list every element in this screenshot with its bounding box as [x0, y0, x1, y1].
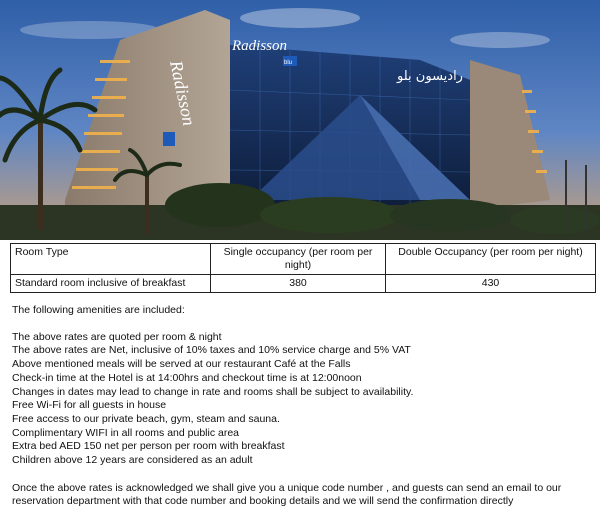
table-row [11, 275, 596, 293]
amenity-item: Extra bed AED 150 net per person per room with breakfast [12, 440, 285, 453]
room-type-cell: Standard room inclusive of breakfast [11, 275, 211, 293]
amenity-item: Complimentary WIFI in all rooms and public area [12, 426, 240, 439]
hotel-photo [0, 0, 600, 240]
amenity-item: Free access to our private beach, gym, steam and sauna. [12, 412, 280, 425]
amenities-intro: The following amenities are included: [12, 304, 185, 316]
amenity-item: The above rates are quoted per room & night [12, 330, 222, 343]
closing-paragraph: Once the above rates is acknowledged we shall give you a unique code number , and guests can send an email to our reservation department with that code number and booking details and we will send the confirmation directly [12, 481, 562, 508]
table-header-row [11, 244, 596, 275]
brand-vertical-sign: Radisson [166, 58, 200, 128]
header-room-type: Room Type [11, 244, 211, 275]
amenities-section [12, 304, 592, 509]
brand-badge: blu [284, 60, 293, 66]
header-single-occupancy: Single occupancy (per room per night) [211, 244, 386, 275]
amenity-item: Free Wi-Fi for all guests in house [12, 399, 167, 412]
amenity-item: The above rates are Net, inclusive of 10% taxes and 10% service charge and 5% VAT [12, 344, 411, 357]
amenity-item: Above mentioned meals will be served at our restaurant Café at the Falls [12, 358, 351, 371]
amenity-item: Changes in dates may lead to change in rate and rooms shall be subject to availability. [12, 385, 414, 398]
brand-top-sign: Radisson [232, 38, 288, 54]
rates-table [10, 243, 596, 293]
double-rate-cell: 430 [386, 275, 596, 293]
amenity-item: Children above 12 years are considered as an adult [12, 454, 253, 467]
amenity-item: Check-in time at the Hotel is at 14:00hrs and checkout time is at 12:00noon [12, 371, 362, 384]
arabic-sign: راديسون بلو [397, 69, 463, 84]
header-double-occupancy: Double Occupancy (per room per night) [386, 244, 596, 275]
single-rate-cell: 380 [211, 275, 386, 293]
